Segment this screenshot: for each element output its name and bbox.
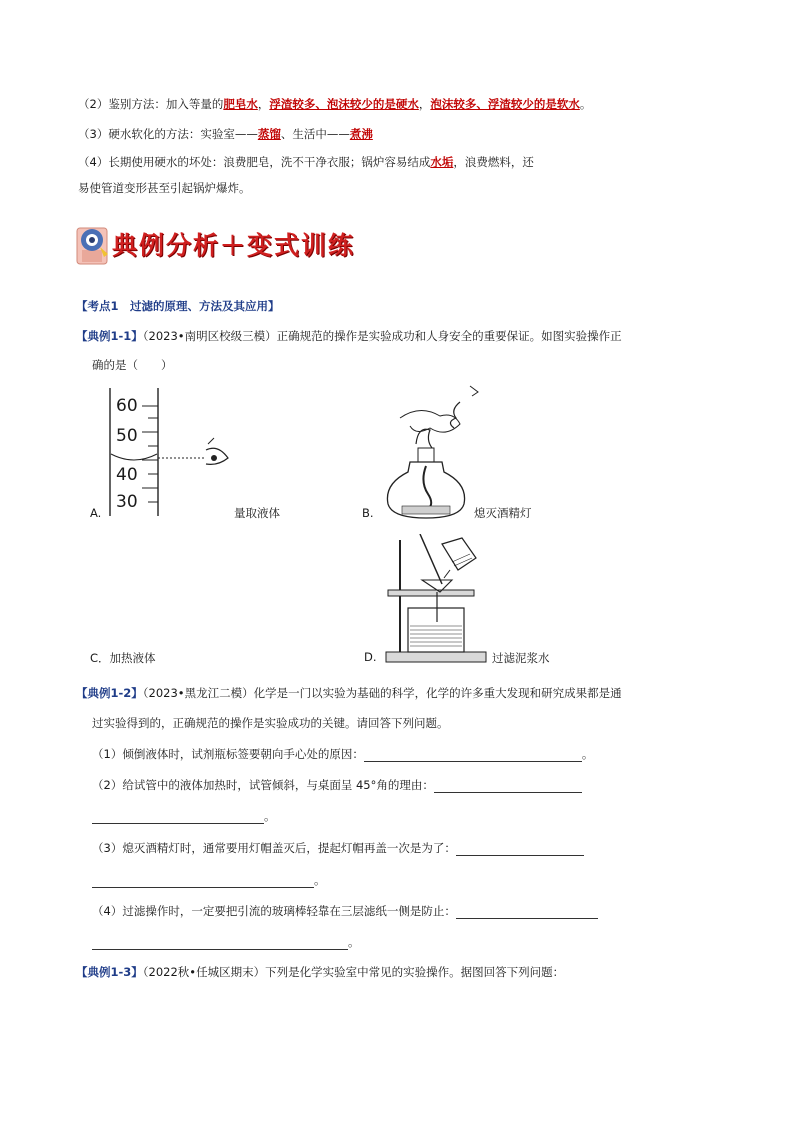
option-d: D. [364, 650, 377, 664]
answer-blank-3b[interactable] [92, 874, 314, 888]
tick-30: 30 [116, 492, 138, 512]
answer-blank-2a[interactable] [434, 779, 582, 793]
tick-40: 40 [116, 465, 138, 485]
text: （2022秋•任城区期末）下列是化学实验室中常见的实验操作。据图回答下列问题： [142, 965, 565, 979]
text: （3）熄灭酒精灯时，通常要用灯帽盖灭后，提起灯帽再盖一次是为了： [92, 841, 456, 855]
text: （2023•南明区校级三模）正确规范的操作是实验成功和人身安全的重要保证。如图实验操作正 [142, 329, 622, 343]
q1-stem-cont: 确的是（ ） [92, 358, 173, 372]
text: 。 [264, 809, 276, 823]
text: ， [418, 97, 431, 111]
option-a: A. [90, 506, 102, 520]
text: 。 [348, 935, 360, 949]
text: （2）给试管中的液体加热时，试管倾斜，与桌面呈 45°角的理由： [92, 778, 434, 792]
option-c: C．加热液体 [90, 651, 156, 665]
answer-soft-water: 泡沫较多、浮渣较少的是软水 [430, 97, 580, 111]
q2-stem [76, 685, 622, 701]
q2-part4-cont [92, 934, 360, 950]
text: （2）鉴别方法：加入等量的 [78, 97, 224, 111]
q1-stem [76, 328, 622, 344]
answer-blank-1[interactable] [364, 748, 582, 762]
q3-head: 【典例1-3】 [76, 965, 143, 979]
filtration-figure [380, 534, 500, 666]
answer-blank-2b[interactable] [92, 810, 264, 824]
answer-boil: 煮沸 [349, 127, 373, 141]
text: （2023•黑龙江二模）化学是一门以实验为基础的科学，化学的许多重大发现和研究成果都是通 [142, 686, 622, 700]
q2-stem-cont: 过实验得到的，正确规范的操作是实验成功的关键。请回答下列问题。 [92, 716, 449, 730]
q2-head: 【典例1-2】 [76, 686, 143, 700]
answer-blank-3a[interactable] [456, 842, 584, 856]
caption-d: 过滤泥浆水 [492, 651, 550, 665]
text: （4）过滤操作时，一定要把引流的玻璃棒轻靠在三层滤纸一侧是防止： [92, 904, 456, 918]
q2-part2-cont [92, 808, 276, 824]
hard-water-soften-line [78, 126, 373, 142]
q2-part2 [92, 777, 582, 793]
q2-part3 [92, 840, 584, 856]
alcohol-lamp-figure [380, 382, 490, 522]
answer-scale: 水垢 [430, 155, 454, 169]
answer-hard-water: 浮渣较多、泡沫较少的是硬水 [269, 97, 419, 111]
text: 。 [581, 747, 594, 761]
tick-50: 50 [116, 426, 138, 446]
text: 。 [314, 873, 326, 887]
text: 、生活中—— [280, 127, 350, 141]
tick-60: 60 [116, 396, 138, 416]
hard-water-identify-line [78, 96, 591, 112]
q2-part4 [92, 903, 598, 919]
caption-b: 熄灭酒精灯 [474, 506, 532, 520]
answer-soap-water: 肥皂水 [223, 97, 258, 111]
answer-blank-4a[interactable] [456, 905, 598, 919]
option-b: B. [362, 506, 374, 520]
q1-head: 【典例1-1】 [76, 329, 143, 343]
text: 。 [579, 97, 592, 111]
hard-water-harm-line [78, 154, 534, 170]
text: ，浪费燃料，还 [453, 155, 534, 169]
section-label: 【考点1 过滤的原理、方法及其应用】 [76, 299, 280, 313]
banner-title: 典例分析＋变式训练 [112, 231, 356, 260]
text: ， [257, 97, 270, 111]
text: （4）长期使用硬水的坏处：浪费肥皂，洗不干净衣服；锅炉容易结成 [78, 155, 431, 169]
text: （1）倾倒液体时，试剂瓶标签要朝向手心处的原因： [92, 747, 364, 761]
answer-blank-4b[interactable] [92, 936, 348, 950]
text: （3）硬水软化的方法：实验室—— [78, 127, 258, 141]
q2-part3-cont [92, 872, 326, 888]
hard-water-harm-line-2: 易使管道变形甚至引起锅炉爆炸。 [78, 181, 251, 195]
caption-a: 量取液体 [234, 506, 280, 520]
q2-part1 [92, 746, 593, 762]
answer-distill: 蒸馏 [257, 127, 281, 141]
banner-icon [74, 222, 114, 266]
q3-stem [76, 964, 564, 980]
